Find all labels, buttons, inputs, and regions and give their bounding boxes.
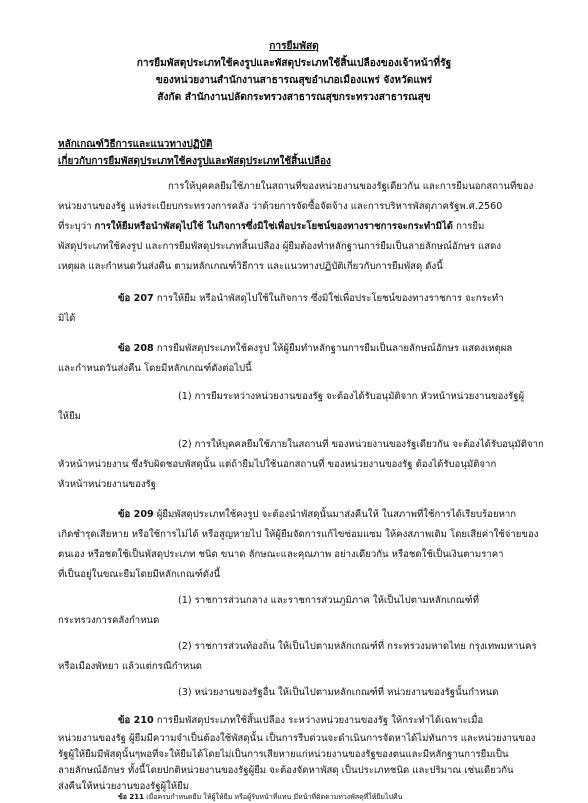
section-208-label: ข้อ 208 — [118, 343, 154, 354]
section-209-line-4: ที่เป็นอยู่ในขณะยืมโดยมีหลักเกณฑ์ดังนี้ — [58, 569, 221, 580]
section-209-item-1-line-2: กระทรวงการคลังกำหนด — [58, 615, 160, 626]
intro-text-end: การยืม — [453, 221, 485, 232]
intro-line-5: เหตุผล และกำหนดวันส่งคืน ตามหลักเกณฑ์วิธีการ และแนวทางปฏิบัติเกี่ยวกับการยืมพัสดุ ดังนี้ — [58, 261, 443, 272]
section-209-text: ผู้ยืมพัสดุประเภทใช้คงรูป จะต้องนำพัสดุนั้นมาส่งคืนให้ ในสภาพที่ใช้การได้เรียบร้อยหาก — [153, 509, 517, 520]
document-title: การยืมพัสดุ — [269, 41, 319, 52]
section-211-line-2: ภายใน 7 วันนับแต่วันครบกำหนด — [58, 801, 87, 803]
subtitle-line-1: การยืมพัสดุประเภทใช้คงรูปและพัสดุประเภทใช้สิ้นเปลืองของเจ้าหน้าที่รัฐ — [136, 58, 452, 69]
intro-line-1: การให้บุคคลยืมใช้ภายในสถานที่ของหน่วยงานของรัฐเดียวกัน และการยืมนอกสถานที่ของ — [168, 181, 534, 192]
section-210-text: การยืมพัสดุประเภทใช้สิ้นเปลือง ระหว่างหน่วยงานของรัฐ ให้กระทำได้เฉพาะเมื่อ — [153, 715, 484, 726]
intro-line-2: หน่วยงานของรัฐ แห่งระเบียบกระทรวงการคลัง ว่าด้วยการจัดซื้อจัดจ้าง และการบริหารพัสดุภาครัฐพ.ศ.2560 — [58, 201, 503, 212]
intro-text: ที่ระบุว่า — [58, 221, 95, 232]
section-208-item-1-line-1: (1) การยืมระหว่างหน่วยงานของรัฐ จะต้องได้รับอนุมัติจาก หัวหน้าหน่วยงานของรัฐผู้ — [178, 391, 525, 402]
subtitle-line-2: ของหน่วยงานสำนักงานสาธารณสุขอำเภอเมืองแพร่ จังหวัดแพร่ — [155, 75, 433, 86]
intro-line-4: พัสดุประเภทใช้คงรูป และการยืมพัสดุประเภทสิ้นเปลือง ผู้ยืมต้องทำหลักฐานการยืมเป็นลายลักษณ์อักษร แสดง — [58, 241, 501, 252]
section-209-item-2-line-1: (2) ราชการส่วนท้องถิ่น ให้เป็นไปตามหลักเกณฑ์ที่ กระทรวงมหาดไทย กรุงเทพมหานคร — [178, 641, 537, 652]
section-208-item-1-line-2: ให้ยืม — [58, 411, 81, 422]
section-208-line-1 — [58, 340, 588, 358]
section-210-label: ข้อ 210 — [118, 715, 154, 726]
section-208-item-2-line-1: (2) การให้บุคคลยืมใช้ภายในสถานที่ ของหน่วยงานของรัฐเดียวกัน จะต้องได้รับอนุมัติจาก — [178, 439, 544, 450]
section-209-item-1-line-1: (1) ราชการส่วนกลาง และราชการส่วนภูมิภาค ให้เป็นไปตามหลักเกณฑ์ที่ — [178, 595, 479, 606]
section-209-item-2-line-2: หรือเมืองพัทยา แล้วแต่กรณีกำหนด — [58, 661, 203, 672]
section-208-line-2: และกำหนดวันส่งคืน โดยมีหลักเกณฑ์ดังต่อไปนี้ — [58, 363, 252, 374]
section-207-text: การให้ยืม หรือนำพัสดุไปใช้ในกิจการ ซึ่งมิใช่เพื่อประโยชน์ของทางราชการ จะกระทำ — [153, 293, 504, 304]
section-heading-2: เกี่ยวกับการยืมพัสดุประเภทใช้คงรูปและพัสดุประเภทใช้สิ้นเปลือง — [58, 156, 331, 167]
section-210-line-4: ลายลักษณ์อักษร ทั้งนี้โดยปกติหน่วยงานของรัฐผู้ยืม จะต้องจัดหาพัสดุ เป็นประเภทชนิด และปริมาณ เช่นเดียวกัน — [58, 765, 514, 776]
section-207-label: ข้อ 207 — [118, 293, 154, 304]
section-209-line-3: ตนเอง หรือชดใช้เป็นพัสดุประเภท ชนิด ขนาด ลักษณะและคุณภาพ อย่างเดียวกัน หรือชดใช้เป็นเงินตามราคา — [58, 549, 504, 560]
section-210-line-2: หน่วยงานของรัฐ ผู้ยืมมีความจำเป็นต้องใช้พัสดุนั้น เป็นการรีบด่วนจะดำเนินการจัดหาได้ไม่ทันการ และหน่วยงานของ — [58, 733, 536, 744]
section-210-line-1 — [58, 712, 588, 730]
section-210-line-5: ส่งคืนให้หน่วยงานของรัฐผู้ให้ยืม — [58, 781, 190, 792]
section-209-line-2: เกิดชำรุดเสียหาย หรือใช้การไม่ได้ หรือสูญหายไป ให้ผู้ยืมจัดการแก้ไขซ่อมแซม ให้คงสภาพเดิม โดยเสียค่าใช้จ่ายของ — [58, 529, 539, 540]
subtitle-line-3: สังกัด สำนักงานปลัดกระทรวงสาธารณสุขกระทรวงสาธารณสุข — [157, 92, 431, 103]
section-211-label: ข้อ 211 — [118, 793, 145, 801]
section-208-item-2-line-3: หัวหน้าหน่วยงานของรัฐ — [58, 479, 156, 490]
section-209-item-3-line-1: (3) หน่วยงานของรัฐอื่น ให้เป็นไปตามหลักเกณฑ์ที่ หน่วยงานของรัฐนั้นกำหนด — [178, 687, 499, 698]
intro-emphasis: การให้ยืมหรือนำพัสดุไปใช้ ในกิจการซึ่งมิใช่เพื่อประโยชน์ของทางราชการจะกระทำมิได้ — [94, 221, 454, 232]
section-209-label: ข้อ 209 — [118, 509, 154, 520]
section-211-text: เมื่อครบกำหนดยืม ให้ผู้ให้ยืม หรือผู้รับหน้าที่แทน มีหน้าที่ติดตามทวงพัสดุที่ให้ยืมไปคืน — [144, 793, 403, 801]
section-209-line-1 — [58, 506, 588, 524]
section-207-line-2: มิได้ — [58, 313, 76, 324]
section-210-line-3: รัฐผู้ให้ยืมมีพัสดุนั้นๆพอที่จะให้ยืมได้โดยไม่เป็นการเสียหายแก่หน่วยงานของรัฐของตนและมีหลักฐานการยืมเป็น — [58, 749, 509, 760]
intro-line-3 — [58, 218, 542, 236]
section-208-item-2-line-2: หัวหน้าหน่วยงาน ซึ่งรับผิดชอบพัสดุนั้น แต่ถ้ายืมไปใช้นอกสถานที่ ของหน่วยงานของรัฐ ต้องได้รับอนุมัติจาก — [58, 459, 497, 470]
section-208-text: การยืมพัสดุประเภทใช้คงรูป ให้ผู้ยืมทำหลักฐานการยืมเป็นลายลักษณ์อักษร แสดงเหตุผล — [153, 343, 513, 354]
section-heading-1: หลักเกณฑ์วิธีการและแนวทางปฏิบัติ — [58, 139, 213, 150]
section-207-line-1 — [58, 290, 588, 308]
